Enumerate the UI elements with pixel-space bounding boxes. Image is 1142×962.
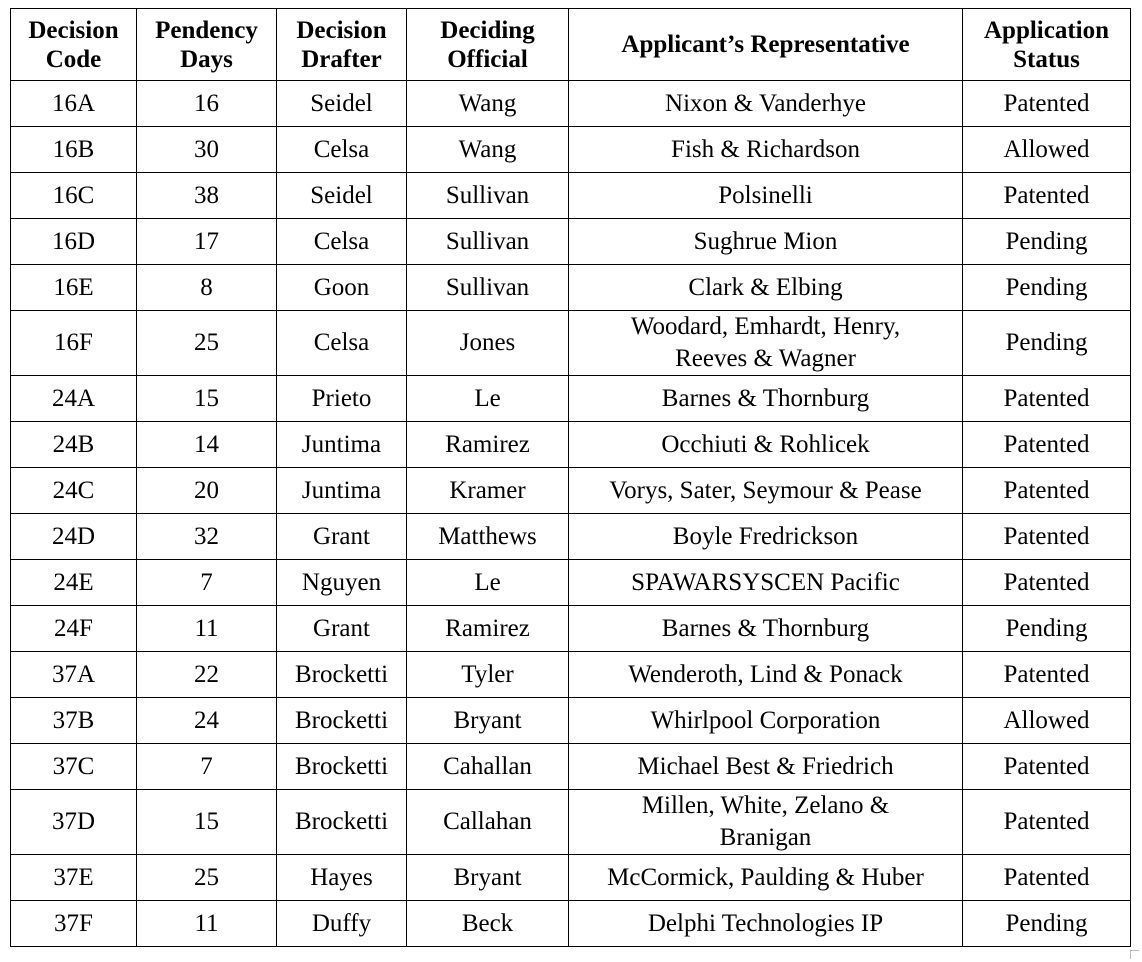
cell-status: Pending [963,606,1131,652]
cell-official: Bryant [407,698,569,744]
cell-code: 16A [11,81,137,127]
rep-line: Nixon & Vanderhye [665,90,866,117]
cell-official: Wang [407,81,569,127]
header-application-status [963,9,1131,81]
header-row [11,9,1131,81]
cell-days: 24 [137,698,277,744]
cell-official: Le [407,376,569,422]
cell-official: Ramirez [407,606,569,652]
table-row [11,173,1131,219]
cell-official: Le [407,560,569,606]
cell-code: 24B [11,422,137,468]
cell-status: Patented [963,376,1131,422]
table-row [11,901,1131,947]
rep-line: Millen, White, Zelano & [641,792,890,819]
cell-code: 24F [11,606,137,652]
cell-status: Pending [963,901,1131,947]
cell-rep [569,560,963,606]
rep-line: Sughrue Mion [693,228,838,255]
table-row [11,560,1131,606]
cell-days: 16 [137,81,277,127]
cell-drafter: Celsa [277,311,407,376]
rep-line: Polsinelli [718,182,813,209]
cell-days: 30 [137,127,277,173]
header-decision-code [11,9,137,81]
cell-official: Ramirez [407,422,569,468]
cell-code: 16B [11,127,137,173]
cell-drafter: Hayes [277,855,407,901]
cell-days: 8 [137,265,277,311]
table-row [11,81,1131,127]
header-line: Drafter [301,45,382,73]
header-line: Official [447,45,528,73]
cell-status: Allowed [963,127,1131,173]
table-row [11,376,1131,422]
table-row [11,219,1131,265]
cell-days: 11 [137,901,277,947]
cell-drafter: Seidel [277,81,407,127]
cell-drafter: Grant [277,606,407,652]
header-line: Code [45,45,102,73]
cell-code: 37A [11,652,137,698]
rep-line: Whirlpool Corporation [650,707,881,734]
cell-official: Cahallan [407,744,569,790]
decisions-table-container [10,8,1131,947]
table-row [11,514,1131,560]
cell-official: Sullivan [407,173,569,219]
decisions-table [10,8,1131,947]
cell-days: 20 [137,468,277,514]
cell-days: 11 [137,606,277,652]
cell-rep [569,173,963,219]
cell-rep [569,81,963,127]
cell-drafter: Seidel [277,173,407,219]
cell-status: Pending [963,265,1131,311]
cell-rep [569,422,963,468]
header-pendency-days [137,9,277,81]
cell-code: 16F [11,311,137,376]
table-row [11,422,1131,468]
rep-line: Vorys, Sater, Seymour & Pease [609,477,922,504]
cell-code: 37C [11,744,137,790]
cell-drafter: Prieto [277,376,407,422]
header-applicants-representative [569,9,963,81]
cell-code: 37E [11,855,137,901]
cell-code: 16C [11,173,137,219]
cell-days: 15 [137,790,277,855]
cell-rep [569,376,963,422]
rep-line: Branigan [719,824,812,851]
cell-official: Jones [407,311,569,376]
cell-drafter: Brocketti [277,744,407,790]
table-body [11,81,1131,947]
header-deciding-official [407,9,569,81]
cell-days: 17 [137,219,277,265]
cell-days: 25 [137,855,277,901]
rep-line: Wenderoth, Lind & Ponack [628,661,903,688]
table-header [11,9,1131,81]
cell-official: Sullivan [407,219,569,265]
cell-official: Beck [407,901,569,947]
rep-line: Delphi Technologies IP [647,910,884,937]
header-line: Applicant’s Representative [621,31,910,58]
rep-line: SPAWARSYSCEN Pacific [631,569,900,596]
header-line: Deciding [440,16,535,44]
cell-code: 24A [11,376,137,422]
cell-drafter: Celsa [277,219,407,265]
cell-official: Bryant [407,855,569,901]
cell-days: 22 [137,652,277,698]
cell-rep [569,311,963,376]
cell-status: Patented [963,652,1131,698]
cell-code: 37B [11,698,137,744]
cell-code: 16D [11,219,137,265]
table-row [11,652,1131,698]
cell-rep [569,855,963,901]
cell-rep [569,514,963,560]
cell-rep [569,652,963,698]
cell-rep [569,219,963,265]
cell-drafter: Brocketti [277,698,407,744]
cell-drafter: Nguyen [277,560,407,606]
cell-rep [569,265,963,311]
cell-days: 25 [137,311,277,376]
cell-status: Patented [963,173,1131,219]
cell-status: Patented [963,744,1131,790]
cell-code: 16E [11,265,137,311]
cell-status: Patented [963,514,1131,560]
cell-official: Callahan [407,790,569,855]
cell-rep [569,606,963,652]
table-row [11,744,1131,790]
cell-rep [569,698,963,744]
header-line: Application [983,16,1110,44]
cell-rep [569,901,963,947]
header-line: Days [180,45,233,73]
rep-line: McCormick, Paulding & Huber [607,864,924,891]
header-decision-drafter [277,9,407,81]
cell-status: Patented [963,422,1131,468]
cell-code: 24D [11,514,137,560]
cell-drafter: Brocketti [277,790,407,855]
cell-code: 37F [11,901,137,947]
cell-official: Tyler [407,652,569,698]
rep-line: Woodard, Emhardt, Henry, [630,313,901,340]
cell-official: Kramer [407,468,569,514]
cell-days: 15 [137,376,277,422]
table-row [11,468,1131,514]
cell-days: 7 [137,744,277,790]
cell-code: 24E [11,560,137,606]
cell-code: 24C [11,468,137,514]
cell-rep [569,127,963,173]
cell-rep [569,468,963,514]
cell-status: Patented [963,790,1131,855]
rep-line: Occhiuti & Rohlicek [661,431,870,458]
table-row [11,265,1131,311]
cell-official: Sullivan [407,265,569,311]
rep-line: Barnes & Thornburg [661,615,870,642]
header-line: Pendency [155,16,258,44]
page-corner-mark [1130,950,1139,959]
table-row [11,127,1131,173]
cell-drafter: Brocketti [277,652,407,698]
cell-status: Patented [963,855,1131,901]
cell-status: Patented [963,560,1131,606]
cell-days: 32 [137,514,277,560]
rep-line: Clark & Elbing [688,274,843,301]
rep-line: Reeves & Wagner [675,345,856,372]
header-line: Decision [296,16,387,44]
cell-drafter: Juntima [277,422,407,468]
cell-status: Pending [963,311,1131,376]
rep-line: Fish & Richardson [671,136,860,163]
cell-rep [569,790,963,855]
cell-code: 37D [11,790,137,855]
cell-rep [569,744,963,790]
table-row [11,698,1131,744]
cell-days: 38 [137,173,277,219]
cell-official: Matthews [407,514,569,560]
rep-line: Michael Best & Friedrich [637,753,894,780]
cell-status: Patented [963,468,1131,514]
table-row [11,790,1131,855]
cell-drafter: Duffy [277,901,407,947]
table-row [11,855,1131,901]
cell-status: Pending [963,219,1131,265]
cell-status: Patented [963,81,1131,127]
cell-drafter: Juntima [277,468,407,514]
table-row [11,311,1131,376]
header-line: Decision [28,16,119,44]
cell-days: 7 [137,560,277,606]
cell-drafter: Goon [277,265,407,311]
table-row [11,606,1131,652]
cell-drafter: Celsa [277,127,407,173]
header-line: Status [1013,45,1080,73]
cell-drafter: Grant [277,514,407,560]
rep-line: Boyle Fredrickson [672,523,859,550]
cell-official: Wang [407,127,569,173]
cell-days: 14 [137,422,277,468]
cell-status: Allowed [963,698,1131,744]
rep-line: Barnes & Thornburg [661,385,870,412]
